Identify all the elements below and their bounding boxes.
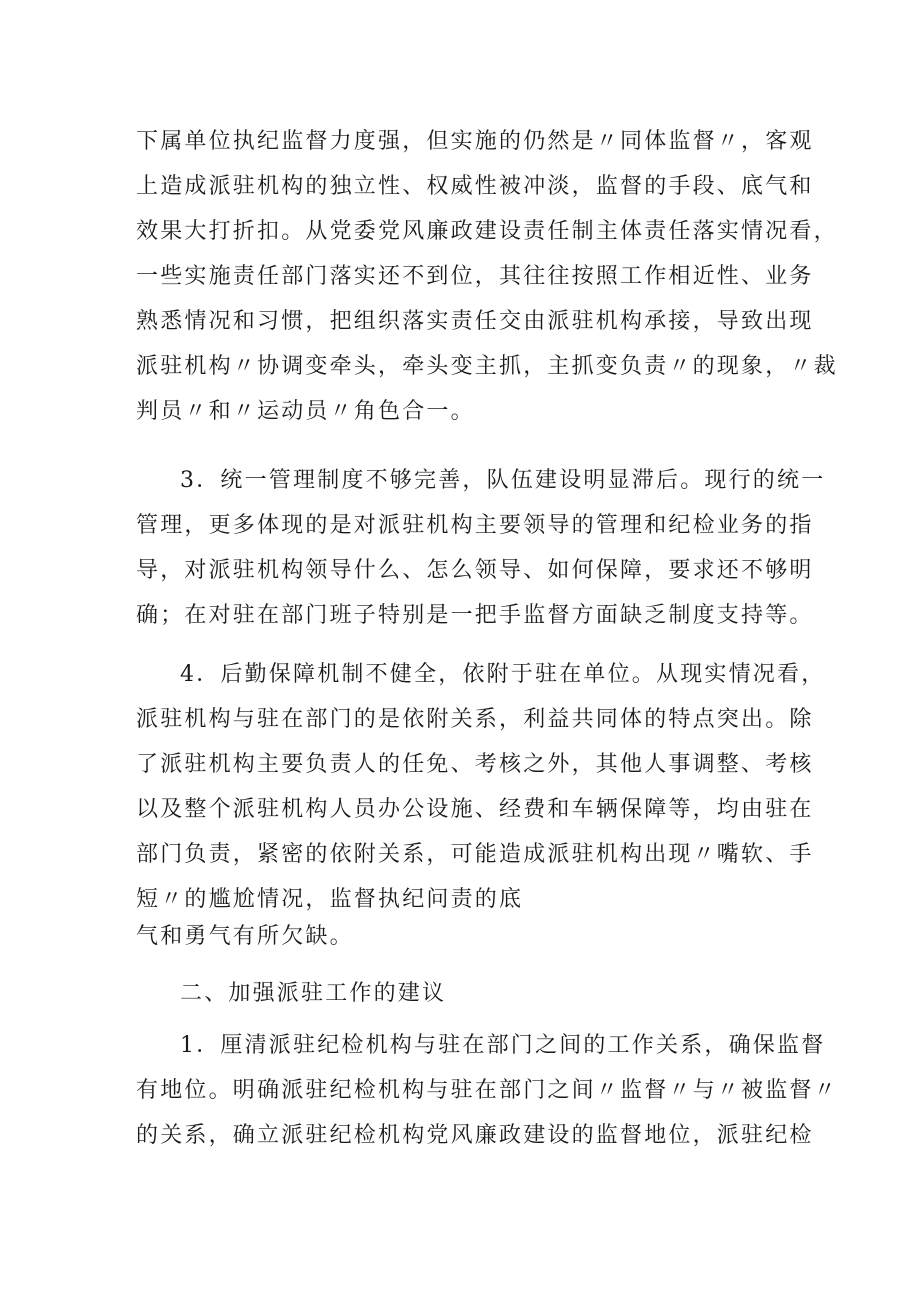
paragraph-line: 下属单位执纪监督力度强，但实施的仍然是〃同体监督〃，客观 [136, 129, 814, 154]
paragraph-line: 导，对派驻机构领导什么、怎么领导、如何保障，要求还不够明 [136, 558, 814, 583]
paragraph-line: 管理，更多体现的是对派驻机构主要领导的管理和纪检业务的指 [136, 513, 814, 538]
paragraph-line: 判员〃和〃运动员〃角色合一。 [136, 399, 475, 424]
paragraph-line: 派驻机构〃协调变牵头，牵头变主抓，主抓变负责〃的现象，〃裁 [136, 354, 838, 379]
paragraph-line: 派驻机构与驻在部门的是依附关系，利益共同体的特点突出。除 [136, 707, 814, 732]
paragraph-line: 有地位。明确派驻纪检机构与驻在部门之间〃监督〃与〃被监督〃 [136, 1078, 838, 1103]
paragraph-line: 3．统一管理制度不够完善，队伍建设明显滞后。现行的统一 [180, 468, 826, 493]
paragraph-line: 短〃的尴尬情况，监督执纪问责的底 [136, 887, 524, 912]
paragraph-line: 1．厘清派驻纪检机构与驻在部门之间的工作关系，确保监督 [180, 1033, 826, 1058]
paragraph-line: 上造成派驻机构的独立性、权威性被冲淡，监督的手段、底气和 [136, 174, 814, 199]
paragraph-line: 气和勇气有所欠缺。 [136, 924, 354, 949]
paragraph-line: 效果大打折扣。从党委党风廉政建设责任制主体责任落实情况看， [136, 219, 838, 244]
paragraph-line: 的关系，确立派驻纪检机构党风廉政建设的监督地位，派驻纪检 [136, 1123, 814, 1148]
paragraph-line: 一些实施责任部门落实还不到位，其往往按照工作相近性、业务 [136, 264, 814, 289]
paragraph-line: 熟悉情况和习惯，把组织落实责任交由派驻机构承接，导致出现 [136, 309, 814, 334]
section-heading: 二、加强派驻工作的建议 [180, 981, 447, 1006]
paragraph-line: 部门负责，紧密的依附关系，可能造成派驻机构出现〃嘴软、手 [136, 842, 814, 867]
paragraph-line: 了派驻机构主要负责人的任免、考核之外，其他人事调整、考核 [136, 752, 814, 777]
paragraph-line: 确；在对驻在部门班子特别是一把手监督方面缺乏制度支持等。 [136, 603, 814, 628]
paragraph-line: 以及整个派驻机构人员办公设施、经费和车辆保障等，均由驻在 [136, 797, 814, 822]
paragraph-line: 4．后勤保障机制不健全，依附于驻在单位。从现实情况看， [180, 662, 826, 687]
